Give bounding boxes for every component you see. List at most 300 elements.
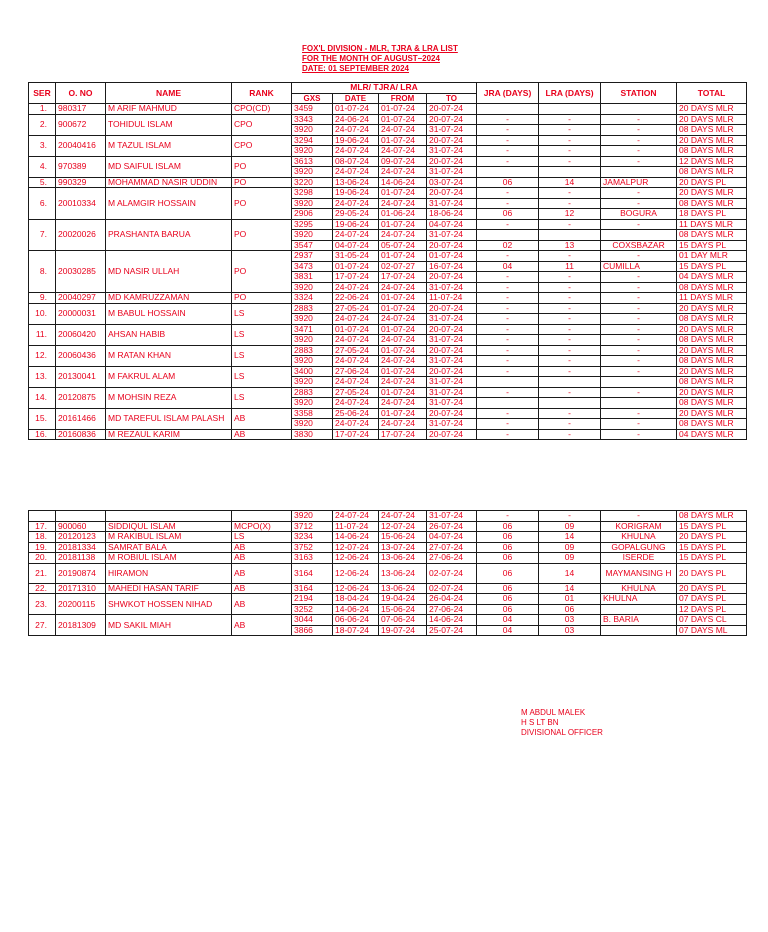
rank-cell: LS (232, 303, 292, 324)
gxs-cell: 3298 (292, 188, 333, 199)
date-cell: 24-07-24 (333, 335, 379, 346)
rank-cell: LS (232, 345, 292, 366)
ono-cell: 20020026 (56, 219, 106, 251)
from-cell: 15-06-24 (379, 532, 427, 543)
station-cell: - (601, 356, 677, 367)
to-cell: 20-07-24 (427, 366, 477, 377)
date-cell: 24-07-24 (333, 356, 379, 367)
date-cell: 24-07-24 (333, 125, 379, 136)
to-cell: 31-07-24 (427, 335, 477, 346)
gxs-cell: 3358 (292, 408, 333, 419)
jra-cell: - (477, 366, 539, 377)
ono-cell: 20130041 (56, 366, 106, 387)
lra-cell: 14 (539, 177, 601, 188)
total-cell: 15 DAYS PL (677, 553, 747, 564)
lra-cell: 14 (539, 583, 601, 594)
to-cell: 20-07-24 (427, 240, 477, 251)
table-row (29, 135, 747, 146)
name-cell: M ARIF MAHMUD (106, 104, 232, 115)
document-header (302, 44, 458, 74)
rank-cell: PO (232, 177, 292, 188)
date-cell: 27-05-24 (333, 387, 379, 398)
col-header-jra: JRA (DAYS) (477, 83, 539, 104)
station-cell (601, 230, 677, 241)
lra-cell: - (539, 282, 601, 293)
date-cell: 19-06-24 (333, 219, 379, 230)
from-cell: 01-07-24 (379, 219, 427, 230)
ono-cell: 20060420 (56, 324, 106, 345)
gxs-cell: 3294 (292, 135, 333, 146)
gxs-cell: 3252 (292, 604, 333, 615)
station-cell: KHULNA (601, 594, 677, 605)
gxs-cell: 3920 (292, 282, 333, 293)
name-cell: MD SAIFUL ISLAM (106, 156, 232, 177)
col-header-lra: LRA (DAYS) (539, 83, 601, 104)
total-cell: 11 DAYS MLR (677, 293, 747, 304)
total-cell: 08 DAYS MLR (677, 167, 747, 178)
from-cell: 12-07-24 (379, 521, 427, 532)
total-cell: 20 DAYS MLR (677, 408, 747, 419)
station-cell: - (601, 335, 677, 346)
from-cell: 24-07-24 (379, 314, 427, 325)
ono-cell: 20171310 (56, 583, 106, 594)
jra-cell: - (477, 429, 539, 440)
rank-cell: LS (232, 324, 292, 345)
table-row (29, 188, 747, 199)
table-row (29, 429, 747, 440)
to-cell: 04-07-24 (427, 219, 477, 230)
ono-cell: 20030285 (56, 251, 106, 293)
date-cell: 12-07-24 (333, 542, 379, 553)
date-cell: 27-05-24 (333, 345, 379, 356)
from-cell: 24-07-24 (379, 167, 427, 178)
gxs-cell: 3044 (292, 615, 333, 626)
gxs-cell: 3613 (292, 156, 333, 167)
from-cell: 13-06-24 (379, 563, 427, 583)
ser-cell: 11. (29, 324, 56, 345)
ser-cell: 10. (29, 303, 56, 324)
date-cell: 19-06-24 (333, 135, 379, 146)
date-cell: 31-05-24 (333, 251, 379, 262)
table-row (29, 366, 747, 377)
name-cell: MD SAKIL MIAH (106, 615, 232, 636)
ono-cell: 20161466 (56, 408, 106, 429)
lra-cell: - (539, 429, 601, 440)
gxs-cell: 3920 (292, 398, 333, 409)
total-cell: 15 DAYS PL (677, 521, 747, 532)
ono-cell: 20010334 (56, 188, 106, 220)
col-header-ono: O. NO (56, 83, 106, 104)
ser-cell: 1. (29, 104, 56, 115)
station-cell: - (601, 387, 677, 398)
ser-cell: 4. (29, 156, 56, 177)
from-cell: 01-07-24 (379, 135, 427, 146)
from-cell: 01-06-24 (379, 209, 427, 220)
to-cell: 31-07-24 (427, 146, 477, 157)
jra-cell: - (477, 356, 539, 367)
station-cell: - (601, 146, 677, 157)
ser-cell: 23. (29, 594, 56, 615)
total-cell: 20 DAYS MLR (677, 366, 747, 377)
date-cell: 14-06-24 (333, 604, 379, 615)
gxs-cell: 3324 (292, 293, 333, 304)
rank-cell: AB (232, 563, 292, 583)
ser-cell: 8. (29, 251, 56, 293)
to-cell: 18-06-24 (427, 209, 477, 220)
name-cell: SHWKOT HOSSEN NIHAD (106, 594, 232, 615)
table-row (29, 324, 747, 335)
total-cell: 20 DAYS MLR (677, 303, 747, 314)
gxs-cell: 2883 (292, 387, 333, 398)
rank-cell: CPO(CD) (232, 104, 292, 115)
ono-cell: 20000031 (56, 303, 106, 324)
to-cell: 26-04-24 (427, 594, 477, 605)
table-row (29, 387, 747, 398)
lra-cell (539, 398, 601, 409)
to-cell: 04-07-24 (427, 532, 477, 543)
rank-cell: LS (232, 387, 292, 408)
lra-cell: - (539, 156, 601, 167)
to-cell: 25-07-24 (427, 625, 477, 636)
total-cell: 20 DAYS MLR (677, 345, 747, 356)
lra-cell: 03 (539, 625, 601, 636)
to-cell: 31-07-24 (427, 230, 477, 241)
total-cell: 20 DAYS MLR (677, 324, 747, 335)
name-cell: M ALAMGIR HOSSAIN (106, 188, 232, 220)
table-row (29, 563, 747, 583)
date-cell: 08-07-24 (333, 156, 379, 167)
to-cell: 31-07-24 (427, 419, 477, 430)
col-header-station: STATION (601, 83, 677, 104)
from-cell: 01-07-24 (379, 188, 427, 199)
lra-cell: - (539, 345, 601, 356)
lra-cell: 09 (539, 542, 601, 553)
station-cell: - (601, 125, 677, 136)
from-cell: 07-06-24 (379, 615, 427, 626)
gxs-cell: 3920 (292, 335, 333, 346)
name-cell: M BABUL HOSSAIN (106, 303, 232, 324)
date-cell: 18-04-24 (333, 594, 379, 605)
lra-cell: - (539, 366, 601, 377)
from-cell: 17-07-24 (379, 429, 427, 440)
jra-cell: 04 (477, 261, 539, 272)
from-cell: 13-07-24 (379, 542, 427, 553)
to-cell: 20-07-24 (427, 324, 477, 335)
jra-cell: - (477, 419, 539, 430)
ono-cell: 970389 (56, 156, 106, 177)
date-cell: 29-05-24 (333, 209, 379, 220)
ono-cell: 990329 (56, 177, 106, 188)
gxs-cell: 3920 (292, 125, 333, 136)
station-cell (601, 398, 677, 409)
from-cell: 01-07-24 (379, 366, 427, 377)
jra-cell: 06 (477, 209, 539, 220)
station-cell: ISERDE (601, 553, 677, 564)
station-cell (601, 167, 677, 178)
rank-cell: PO (232, 219, 292, 251)
total-cell: 08 DAYS MLR (677, 125, 747, 136)
station-cell: - (601, 511, 677, 522)
total-cell: 04 DAYS MLR (677, 272, 747, 283)
jra-cell: - (477, 324, 539, 335)
jra-cell: - (477, 282, 539, 293)
name-cell: MD NASIR ULLAH (106, 251, 232, 293)
station-cell: - (601, 293, 677, 304)
station-cell: KORIGRAM (601, 521, 677, 532)
name-cell: M FAKRUL ALAM (106, 366, 232, 387)
station-cell: - (601, 198, 677, 209)
lra-cell: - (539, 387, 601, 398)
gxs-cell: 3471 (292, 324, 333, 335)
ser-cell: 6. (29, 188, 56, 220)
gxs-cell: 3473 (292, 261, 333, 272)
from-cell: 24-07-24 (379, 398, 427, 409)
to-cell: 20-07-24 (427, 345, 477, 356)
date-cell: 24-07-24 (333, 198, 379, 209)
name-cell: M MOHSIN REZA (106, 387, 232, 408)
jra-cell: 06 (477, 604, 539, 615)
to-cell: 02-07-24 (427, 583, 477, 594)
rank-cell: AB (232, 594, 292, 615)
ser-cell: 17. (29, 521, 56, 532)
total-cell: 20 DAYS MLR (677, 135, 747, 146)
total-cell: 20 DAYS MLR (677, 104, 747, 115)
from-cell: 19-04-24 (379, 594, 427, 605)
lra-cell (539, 230, 601, 241)
total-cell: 20 DAYS MLR (677, 114, 747, 125)
date-cell: 12-06-24 (333, 583, 379, 594)
col-header-to: TO (427, 93, 477, 104)
station-cell (601, 377, 677, 388)
gxs-cell: 3163 (292, 553, 333, 564)
ser-cell: 16. (29, 429, 56, 440)
date-cell: 24-07-24 (333, 314, 379, 325)
from-cell: 01-07-24 (379, 408, 427, 419)
from-cell: 24-07-24 (379, 146, 427, 157)
jra-cell: - (477, 188, 539, 199)
jra-cell: - (477, 387, 539, 398)
lra-cell: 12 (539, 209, 601, 220)
lra-cell: - (539, 146, 601, 157)
table-row (29, 104, 747, 115)
date-cell: 12-06-24 (333, 563, 379, 583)
date-cell: 13-06-24 (333, 177, 379, 188)
station-cell: - (601, 272, 677, 283)
total-cell: 08 DAYS MLR (677, 314, 747, 325)
ser-cell: 2. (29, 114, 56, 135)
to-cell: 20-07-24 (427, 156, 477, 167)
date-cell: 24-07-24 (333, 377, 379, 388)
jra-cell: - (477, 314, 539, 325)
name-cell: M TAZUL ISLAM (106, 135, 232, 156)
lra-cell: - (539, 114, 601, 125)
to-cell: 20-07-24 (427, 429, 477, 440)
table-row (29, 542, 747, 553)
gxs-cell: 3234 (292, 532, 333, 543)
lra-cell: 06 (539, 604, 601, 615)
from-cell: 01-07-24 (379, 387, 427, 398)
table-row (29, 345, 747, 356)
rank-cell: LS (232, 366, 292, 387)
date-cell: 19-06-24 (333, 188, 379, 199)
total-cell: 08 DAYS MLR (677, 230, 747, 241)
gxs-cell: 2937 (292, 251, 333, 262)
from-cell: 24-07-24 (379, 511, 427, 522)
date-cell: 22-06-24 (333, 293, 379, 304)
table-row (29, 114, 747, 125)
rank-cell: PO (232, 293, 292, 304)
from-cell: 13-06-24 (379, 553, 427, 564)
to-cell: 20-07-24 (427, 272, 477, 283)
rank-cell: CPO (232, 114, 292, 135)
from-cell: 01-07-24 (379, 324, 427, 335)
jra-cell (477, 104, 539, 115)
ono-cell: 980317 (56, 104, 106, 115)
total-cell: 20 DAYS PL (677, 177, 747, 188)
date-cell: 24-07-24 (333, 282, 379, 293)
from-cell: 17-07-24 (379, 272, 427, 283)
lra-cell: - (539, 293, 601, 304)
total-cell: 01 DAY MLR (677, 251, 747, 262)
gxs-cell: 3295 (292, 219, 333, 230)
lra-cell: - (539, 125, 601, 136)
from-cell: 05-07-24 (379, 240, 427, 251)
gxs-cell: 3920 (292, 356, 333, 367)
jra-cell (477, 167, 539, 178)
lra-cell (539, 104, 601, 115)
table-row (29, 408, 747, 419)
date-cell: 24-06-24 (333, 114, 379, 125)
jra-cell: 06 (477, 563, 539, 583)
date-cell: 17-07-24 (333, 272, 379, 283)
gxs-cell: 3547 (292, 240, 333, 251)
station-cell: - (601, 345, 677, 356)
total-cell: 20 DAYS MLR (677, 188, 747, 199)
header-month: FOR THE MONTH OF AUGUST–2024 (302, 54, 440, 63)
date-cell: 17-07-24 (333, 429, 379, 440)
name-cell (106, 511, 232, 522)
gxs-cell: 3920 (292, 511, 333, 522)
lra-cell: - (539, 303, 601, 314)
gxs-cell: 3920 (292, 230, 333, 241)
rank-cell: AB (232, 429, 292, 440)
to-cell: 20-07-24 (427, 188, 477, 199)
jra-cell: - (477, 303, 539, 314)
name-cell: HIRAMON (106, 563, 232, 583)
gxs-cell: 3400 (292, 366, 333, 377)
lra-cell: - (539, 324, 601, 335)
col-header-rank: RANK (232, 83, 292, 104)
from-cell: 13-06-24 (379, 583, 427, 594)
jra-cell: - (477, 198, 539, 209)
date-cell: 27-05-24 (333, 303, 379, 314)
jra-cell: 04 (477, 625, 539, 636)
to-cell: 01-07-24 (427, 251, 477, 262)
name-cell: TOHIDUL ISLAM (106, 114, 232, 135)
col-header-date: DATE (333, 93, 379, 104)
from-cell: 01-07-24 (379, 251, 427, 262)
rank-cell: PO (232, 251, 292, 293)
gxs-cell: 2194 (292, 594, 333, 605)
to-cell: 27-06-24 (427, 553, 477, 564)
to-cell: 20-07-24 (427, 104, 477, 115)
total-cell: 07 DAYS ML (677, 625, 747, 636)
to-cell: 14-06-24 (427, 615, 477, 626)
jra-cell (477, 230, 539, 241)
from-cell: 24-07-24 (379, 125, 427, 136)
gxs-cell: 3164 (292, 563, 333, 583)
lra-cell: - (539, 314, 601, 325)
station-cell (601, 604, 677, 615)
to-cell: 03-07-24 (427, 177, 477, 188)
roster-table-main (28, 82, 747, 440)
lra-cell: 11 (539, 261, 601, 272)
from-cell: 14-06-24 (379, 177, 427, 188)
station-cell: - (601, 156, 677, 167)
total-cell: 08 DAYS MLR (677, 335, 747, 346)
to-cell: 31-07-24 (427, 314, 477, 325)
from-cell: 01-07-24 (379, 104, 427, 115)
station-cell: - (601, 408, 677, 419)
name-cell: MD KAMRUZZAMAN (106, 293, 232, 304)
table-row (29, 615, 747, 626)
station-cell: KHULNA (601, 583, 677, 594)
table-row (29, 511, 747, 522)
from-cell: 24-07-24 (379, 419, 427, 430)
station-cell: KHULNA (601, 532, 677, 543)
lra-cell: - (539, 511, 601, 522)
ser-cell: 15. (29, 408, 56, 429)
ser-cell: 27. (29, 615, 56, 636)
from-cell: 01-07-24 (379, 303, 427, 314)
table-row (29, 532, 747, 543)
header-date: DATE: 01 SEPTEMBER 2024 (302, 64, 409, 73)
total-cell: 08 DAYS MLR (677, 377, 747, 388)
total-cell: 20 DAYS PL (677, 583, 747, 594)
rank-cell: AB (232, 553, 292, 564)
name-cell: AHSAN HABIB (106, 324, 232, 345)
ser-cell: 18. (29, 532, 56, 543)
rank-cell: AB (232, 408, 292, 429)
station-cell: - (601, 135, 677, 146)
total-cell: 15 DAYS PL (677, 542, 747, 553)
jra-cell: - (477, 114, 539, 125)
to-cell: 31-07-24 (427, 282, 477, 293)
station-cell: - (601, 303, 677, 314)
gxs-cell: 3459 (292, 104, 333, 115)
rank-cell: AB (232, 583, 292, 594)
lra-cell: - (539, 272, 601, 283)
to-cell: 27-07-24 (427, 542, 477, 553)
ono-cell (56, 511, 106, 522)
roster-body-continued (29, 511, 747, 636)
jra-cell: - (477, 156, 539, 167)
lra-cell: 09 (539, 553, 601, 564)
to-cell: 31-07-24 (427, 356, 477, 367)
total-cell: 20 DAYS PL (677, 532, 747, 543)
ser-cell: 22. (29, 583, 56, 594)
ser-cell (29, 511, 56, 522)
gxs-cell: 3920 (292, 167, 333, 178)
rank-cell: AB (232, 615, 292, 636)
total-cell: 08 DAYS MLR (677, 198, 747, 209)
name-cell: PRASHANTA BARUA (106, 219, 232, 251)
col-header-group: MLR/ TJRA/ LRA (292, 83, 477, 94)
to-cell: 20-07-24 (427, 114, 477, 125)
jra-cell: - (477, 345, 539, 356)
date-cell: 24-07-24 (333, 398, 379, 409)
gxs-cell: 2906 (292, 209, 333, 220)
